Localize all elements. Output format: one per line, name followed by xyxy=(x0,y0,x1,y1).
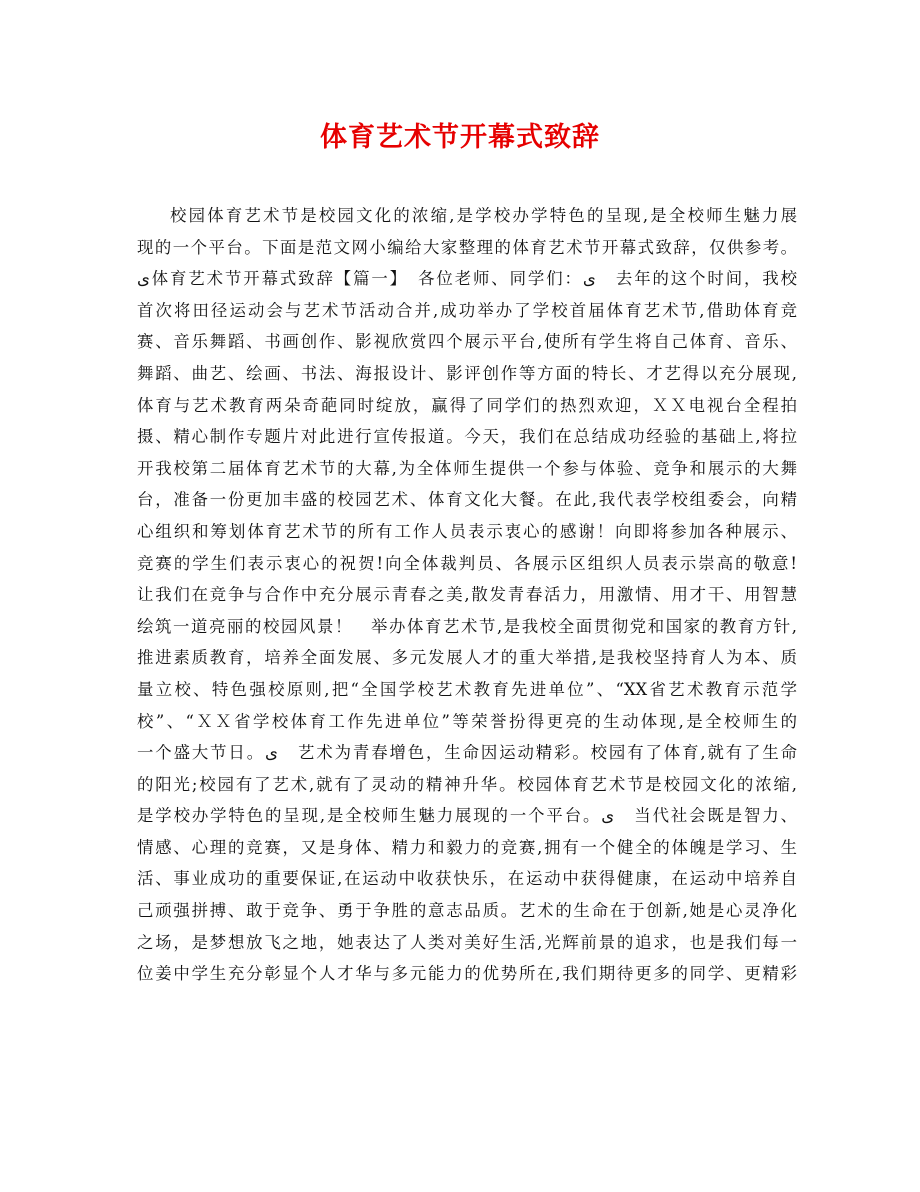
body-line: 体育与艺术教育两朵奇葩同时绽放，赢得了同学们的热烈欢迎，ＸＸ电视台全程拍 xyxy=(137,395,797,415)
body-line: 舞蹈、曲艺、绘画、书法、海报设计、影评创作等方面的特长、才艺得以充分展现, xyxy=(137,363,797,383)
body-line: 赛、音乐舞蹈、书画创作、影视欣赏四个展示平台,使所有学生将自己体育、音乐、 xyxy=(137,332,797,352)
body-line: 绘筑一道亮丽的校园风景！ 举办体育艺术节,是我校全面贯彻党和国家的教育方针, xyxy=(137,616,797,636)
body-line: 心组织和筹划体育艺术节的所有工作人员表示衷心的感谢！向即将参加各种展示、 xyxy=(137,521,797,541)
body-line: 的阳光;校园有了艺术,就有了灵动的精神升华。校园体育艺术节是校园文化的浓缩, xyxy=(137,774,797,794)
body-line: 位姜中学生充分彰显个人才华与多元能力的优势所在,我们期待更多的同学、更精彩 xyxy=(137,964,797,984)
body-line: 首次将田径运动会与艺术节活动合并,成功举办了学校首届体育艺术节,借助体育竞 xyxy=(137,300,797,320)
body-line: 量立校、特色强校原则,把“全国学校艺术教育先进单位”、“XX省艺术教育示范学 xyxy=(137,679,797,699)
document-title: 体育艺术节开幕式致辞 xyxy=(320,122,600,153)
body-line: 之场，是梦想放飞之地，她表达了人类对美好生活,光辉前景的追求，也是我们每一 xyxy=(137,932,797,952)
body-line: 己顽强拼搏、敢于竞争、勇于争胜的意志品质。艺术的生命在于创新,她是心灵净化 xyxy=(137,901,797,921)
body-line: 活、事业成功的重要保证,在运动中收获快乐，在运动中获得健康，在运动中培养自 xyxy=(137,869,797,889)
body-line: 推进素质教育，培养全面发展、多元发展人才的重大举措,是我校坚持育人为本、质 xyxy=(137,648,797,668)
body-line: 一个盛大节日。ى 艺术为青春增色，生命因运动精彩。校园有了体育,就有了生命 xyxy=(137,743,797,763)
body-line: 校园体育艺术节是校园文化的浓缩,是学校办学特色的呈现,是全校师生魅力展 xyxy=(170,206,797,225)
body-line: 现的一个平台。下面是范文网小编给大家整理的体育艺术节开幕式致辞，仅供参考。 xyxy=(137,237,797,257)
document-body xyxy=(137,200,797,990)
body-line: 让我们在竞争与合作中充分展示青春之美,散发青春活力，用激情、用才干、用智慧 xyxy=(137,585,797,605)
body-line: 台，准备一份更加丰盛的校园艺术、体育文化大餐。在此,我代表学校组委会，向精 xyxy=(137,490,797,510)
body-line: 开我校第二届体育艺术节的大幕,为全体师生提供一个参与体验、竞争和展示的大舞 xyxy=(137,458,797,478)
body-line: 竞赛的学生们表示衷心的祝贺!向全体裁判员、各展示区组织人员表示崇高的敬意! xyxy=(137,553,797,573)
body-line: 情感、心理的竞赛，又是身体、精力和毅力的竞赛,拥有一个健全的体魄是学习、生 xyxy=(137,837,797,857)
body-line: 摄、精心制作专题片对此进行宣传报道。今天，我们在总结成功经验的基础上,将拉 xyxy=(137,427,797,447)
body-line: ى体育艺术节开幕式致辞【篇一】 各位老师、同学们：ى 去年的这个时间，我校 xyxy=(137,269,797,289)
body-line: 校”、“ＸＸ省学校体育工作先进单位”等荣誉扮得更亮的生动体现,是全校师生的 xyxy=(137,711,797,731)
body-line: 是学校办学特色的呈现,是全校师生魅力展现的一个平台。ى 当代社会既是智力、 xyxy=(137,806,797,826)
